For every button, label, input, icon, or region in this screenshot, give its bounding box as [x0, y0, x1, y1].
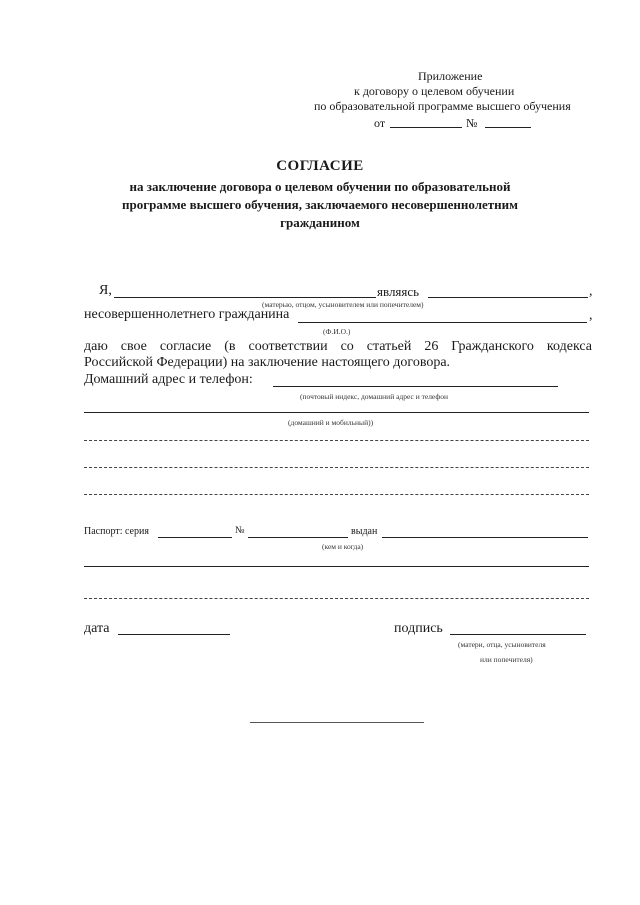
document-subtitle-1: на заключение договора о целевом обучении по образовательной	[129, 179, 511, 194]
address-field-2[interactable]	[84, 412, 589, 413]
signature-field[interactable]	[450, 634, 586, 635]
passport-series-field[interactable]	[158, 537, 232, 538]
address-label: Домашний адрес и телефон:	[84, 372, 253, 387]
passport-number-field[interactable]	[248, 537, 348, 538]
comma-2: ,	[589, 308, 593, 323]
i-label: Я,	[99, 283, 112, 298]
passport-issued-caption: (кем и когда)	[322, 542, 364, 551]
header-line-3: по образовательной программе высшего обучения	[314, 99, 571, 113]
address-caption: (почтовый индекс, домашний адрес и телефон	[300, 392, 448, 401]
passport-issued-field-2[interactable]	[84, 566, 589, 567]
passport-issued-field-3[interactable]	[84, 598, 589, 599]
header-date-field[interactable]	[390, 127, 462, 128]
parent-name-field[interactable]	[114, 297, 376, 298]
passport-series-label: Паспорт: серия	[84, 526, 149, 537]
address-field-3[interactable]	[84, 440, 589, 441]
address-field-5[interactable]	[84, 494, 589, 495]
header-number-field[interactable]	[485, 127, 531, 128]
signature-caption-1: (матери, отца, усыновителя	[458, 640, 546, 649]
date-field[interactable]	[118, 634, 230, 635]
header-line-2: к договору о целевом обучении	[354, 84, 515, 98]
footer-separator	[250, 722, 424, 723]
document-subtitle-2: программе высшего обучения, заключаемого несовершеннолетним	[121, 197, 518, 212]
header-line-1: Приложение	[418, 69, 483, 83]
passport-issued-field[interactable]	[382, 537, 588, 538]
consent-line-2: Российской Федерации) на заключение настоящего договора.	[84, 355, 451, 370]
fio-caption: (Ф.И.О.)	[323, 327, 351, 336]
date-label: дата	[84, 621, 110, 636]
header-number-sign: №	[466, 116, 478, 130]
document-title: СОГЛАСИЕ	[276, 158, 364, 174]
relation-field[interactable]	[428, 297, 588, 298]
consent-line-1: даю свое согласие (в соответствии со статьей 26 Гражданского кодекса	[84, 339, 592, 354]
phone-caption: (домашний и мобильный))	[288, 418, 374, 427]
passport-number-label: №	[235, 525, 245, 536]
comma-1: ,	[589, 284, 593, 299]
header-date-prefix: от	[374, 116, 386, 130]
passport-issued-label: выдан	[351, 526, 378, 537]
minor-label: несовершеннолетнего гражданина	[84, 307, 290, 322]
being-label: являясь	[377, 284, 420, 299]
address-field-1[interactable]	[273, 386, 558, 387]
signature-caption-2: или попечителя)	[480, 655, 533, 664]
address-field-4[interactable]	[84, 467, 589, 468]
relation-caption: (матерью, отцом, усыновителем или попечителем)	[262, 300, 424, 309]
signature-label: подпись	[394, 621, 443, 636]
minor-fio-field[interactable]	[298, 322, 587, 323]
document-subtitle-3: гражданином	[280, 215, 360, 230]
